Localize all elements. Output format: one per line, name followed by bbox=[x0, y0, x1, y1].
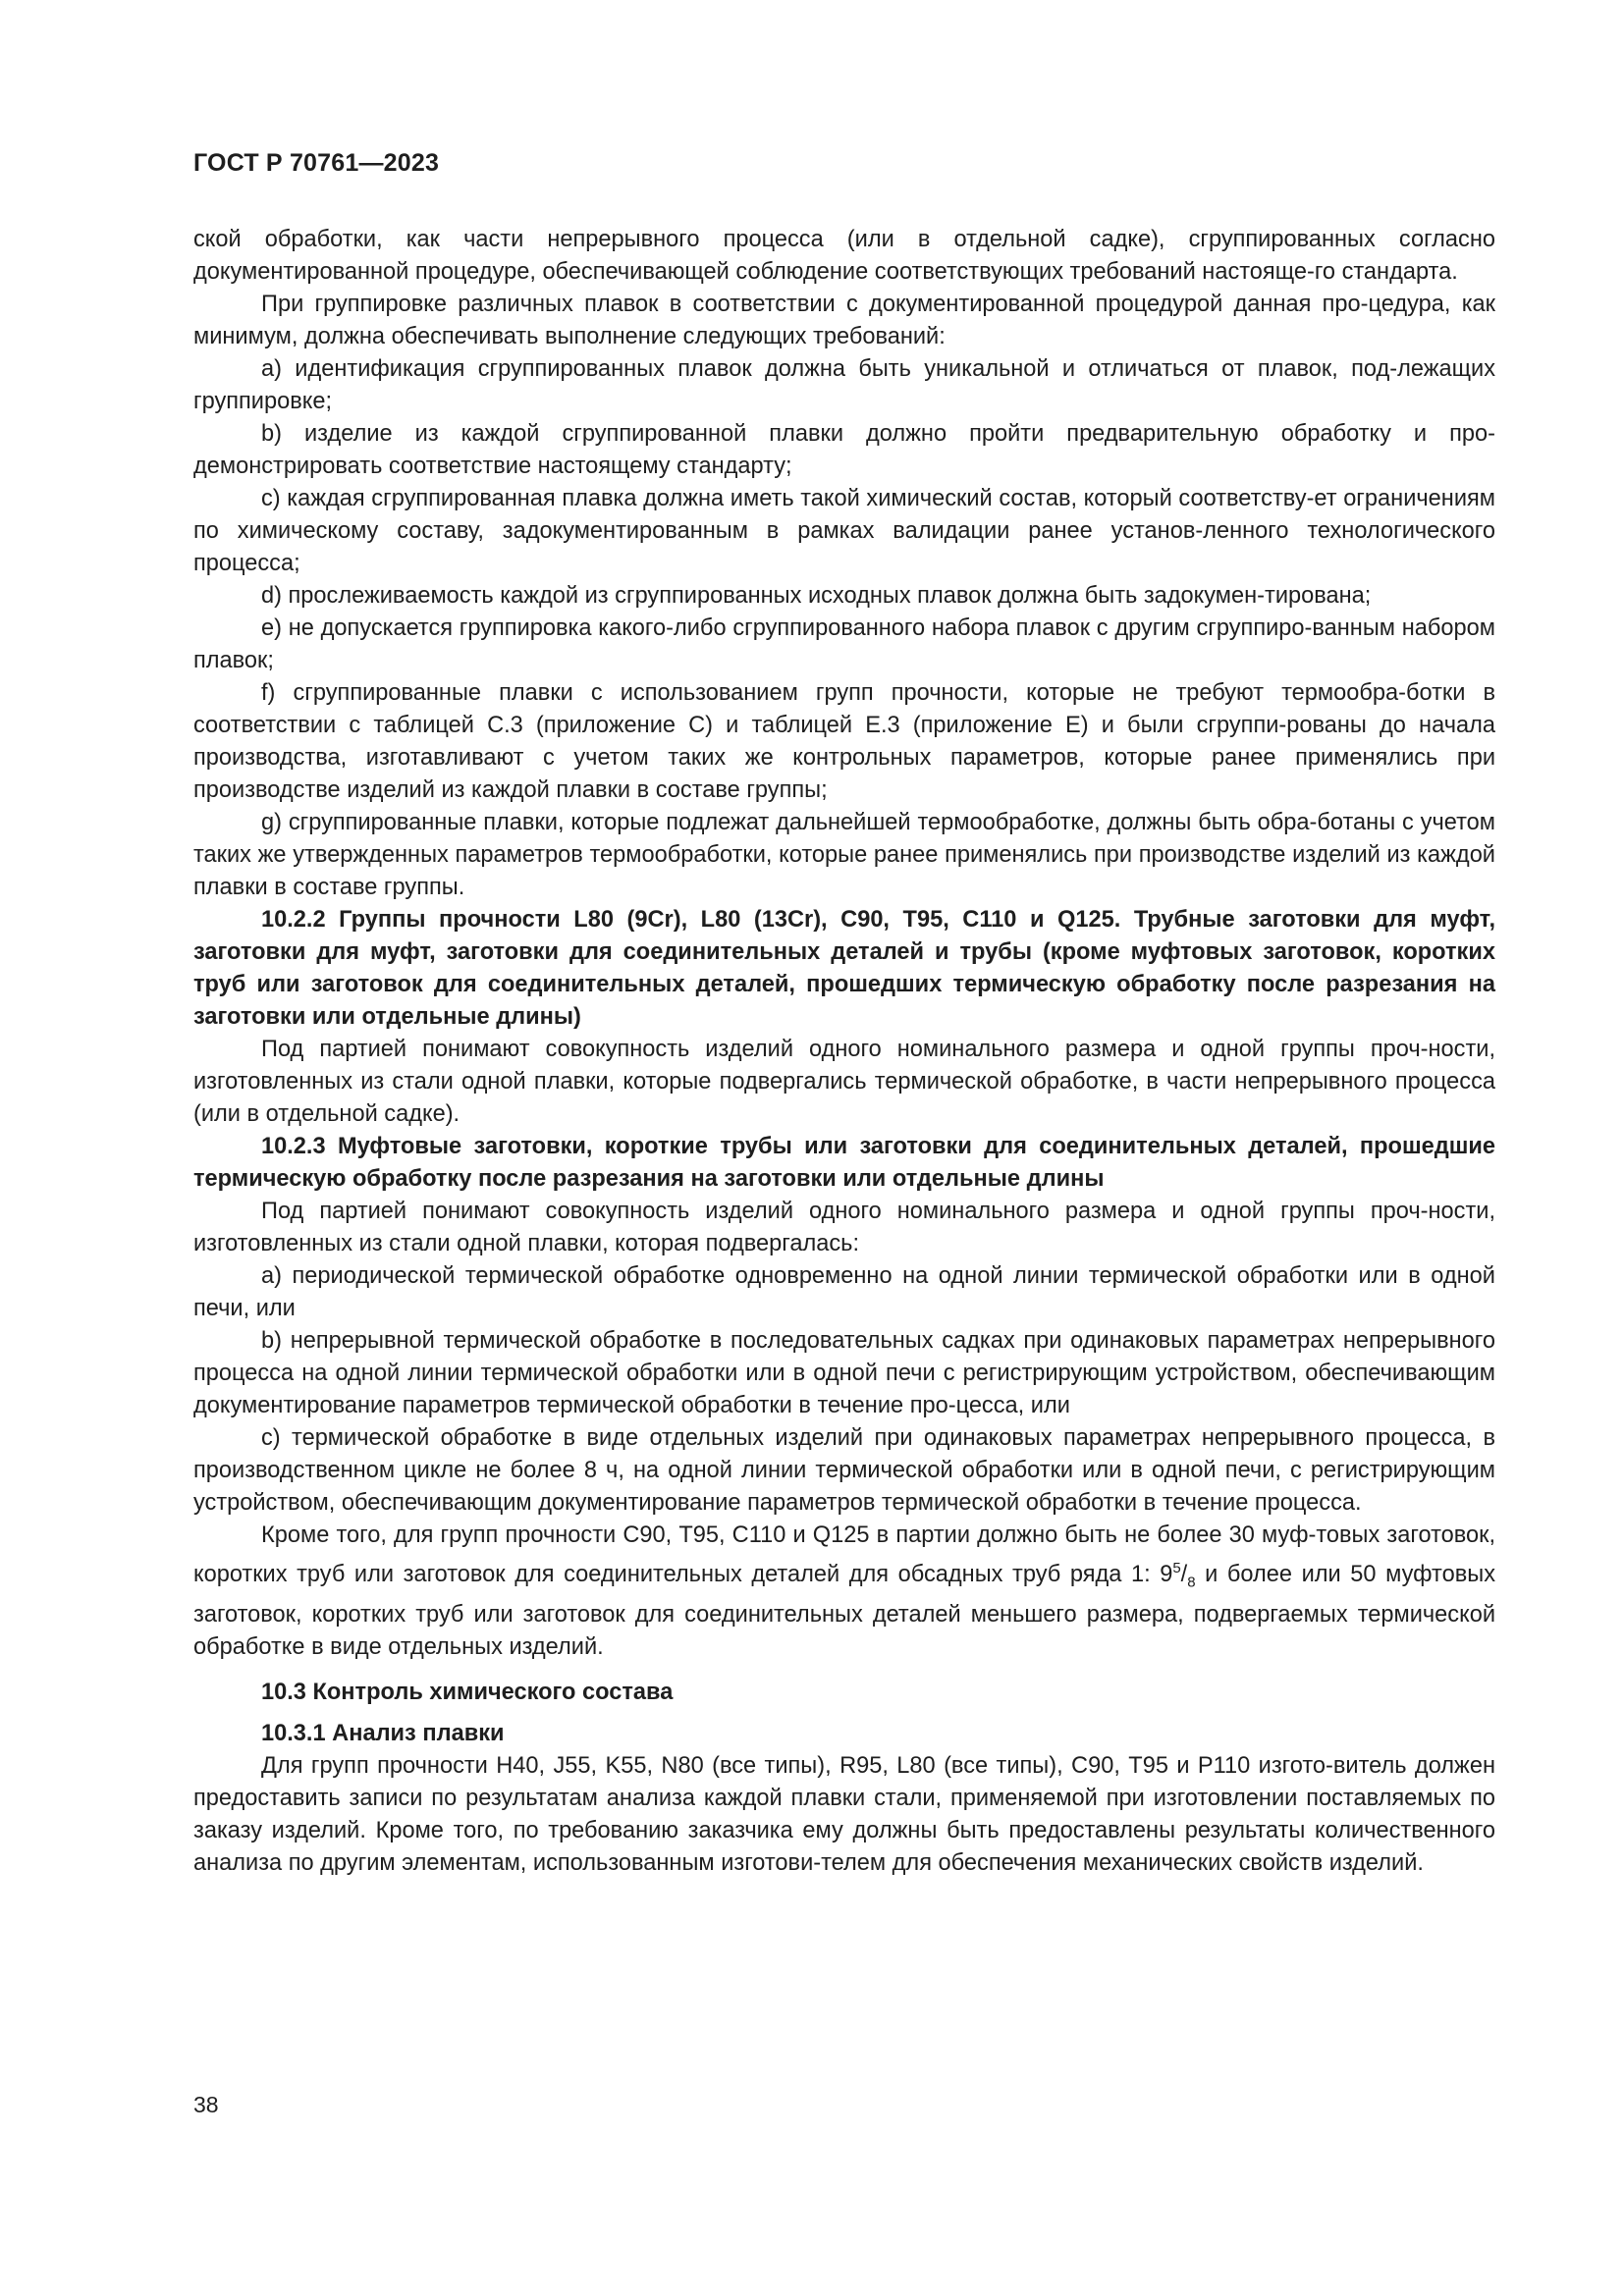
list-item-e: e) не допускается группировка какого-либо сгруппированного набора плавок с другим сгруппиро-ванным набором плавок; bbox=[193, 615, 1495, 673]
list-item-a-2: a) периодической термической обработке одновременно на одной линии термической обработки или в одной печи, или bbox=[193, 1263, 1495, 1321]
section-heading-10-3-1: 10.3.1 Анализ плавки bbox=[261, 1720, 505, 1746]
paragraph-lot-definition-1: Под партией понимают совокупность изделий одного номинального размера и одной группы проч-ности, изготовленных из стали одной плавки, которые подвергались термической обработке, в части непрерывного процесса (или в отдельной садке). bbox=[193, 1037, 1495, 1127]
list-item-b: b) изделие из каждой сгруппированной плавки должно пройти предварительную обработку и про-демонстрировать соответствие настоящему стандарту; bbox=[193, 421, 1495, 479]
lot-limit-text-after: и более или 50 муфтовых заготовок, коротких труб или заготовок для соединительных деталей меньшего размера, подвергаемых термической обработке в виде отдельных изделий. bbox=[193, 1561, 1495, 1660]
paragraph-heat-analysis: Для групп прочности Н40, J55, K55, N80 (все типы), R95, L80 (все типы), С90, Т95 и Р110 изгото-витель должен предоставить записи по результатам анализа каждой плавки стали, применяемой при изготовлении поставляемых по заказу изделий. Кроме того, по требованию заказчика ему должны быть предоставлены результаты количественного анализа по другим элементам, использованным изготови-телем для обеспечения механических свойств изделий. bbox=[193, 1752, 1495, 1876]
list-item-d: d) прослеживаемость каждой из сгруппированных исходных плавок должна быть задокумен-тирована; bbox=[261, 583, 1372, 609]
fraction-denominator: 8 bbox=[1187, 1574, 1196, 1591]
paragraph-continuation: ской обработки, как части непрерывного процесса (или в отдельной садке), сгруппированных согласно документированной процедуре, обеспечивающей соблюдение соответствующих требований настояще-го стандарта. bbox=[193, 227, 1495, 285]
page-number: 38 bbox=[193, 2092, 219, 2117]
list-item-a: a) идентификация сгруппированных плавок должна быть уникальной и отличаться от плавок, под-лежащих группировке; bbox=[193, 356, 1495, 414]
section-heading-10-2-2: 10.2.2 Группы прочности L80 (9Cr), L80 (13Cr), C90, T95, C110 и Q125. Трубные заготовки для муфт, заготовки для муфт, заготовки для соединительных деталей и трубы (кроме муфтовых заготовок, коротких труб или заготовок для соединительных деталей, прошедших термическую обработку после разрезания на заготовки или отдельные длины) bbox=[193, 907, 1495, 1030]
document-header: ГОСТ Р 70761—2023 bbox=[193, 149, 440, 177]
lot-limit-text-before: Кроме того, для групп прочности С90, Т95, С110 и Q125 в партии должно быть не более 30 муф-товых заготовок, коротких труб или заготовок для соединительных деталей для обсадных труб ряда 1: bbox=[193, 1522, 1495, 1587]
paragraph-lot-definition-2: Под партией понимают совокупность изделий одного номинального размера и одной группы проч-ности, изготовленных из стали одной плавки, которая подвергалась: bbox=[193, 1199, 1495, 1256]
paragraph-intro-grouping: При группировке различных плавок в соответствии с документированной процедурой данная про-цедура, как минимум, должна обеспечивать выполнение следующих требований: bbox=[193, 292, 1495, 349]
section-heading-10-3: 10.3 Контроль химического состава bbox=[261, 1679, 674, 1705]
section-heading-10-2-3: 10.2.3 Муфтовые заготовки, короткие трубы или заготовки для соединительных деталей, прошедшие термическую обработку после разрезания на заготовки или отдельные длины bbox=[193, 1134, 1495, 1192]
size-fraction: $9^5/_8$ bbox=[1160, 1560, 1196, 1591]
fraction-whole: 9 bbox=[1160, 1561, 1173, 1587]
list-item-c-2: c) термической обработке в виде отдельных изделий при одинаковых параметрах непрерывного процесса, в производственном цикле не более 8 ч, на одной линии термической обработки или в одной печи, с регистрирующим устройством, обеспечивающим документирование параметров термической обработки в течение процесса. bbox=[193, 1425, 1495, 1516]
paragraph-lot-limit bbox=[193, 1520, 1495, 1664]
list-item-b-2: b) непрерывной термической обработке в последовательных садках при одинаковых параметрах непрерывного процесса на одной линии термической обработки или в одной печи с регистрирующим устройством, обеспечивающим документирование параметров термической обработки в течение про-цесса, или bbox=[193, 1328, 1495, 1418]
document-body bbox=[193, 224, 1495, 1880]
list-item-g: g) сгруппированные плавки, которые подлежат дальнейшей термообработке, должны быть обра-ботаны с учетом таких же утвержденных параметров термообработки, которые ранее применялись при производстве изделий из каждой плавки в составе группы. bbox=[193, 810, 1495, 900]
list-item-f: f) сгруппированные плавки с использованием групп прочности, которые не требуют термообра-ботки в соответствии с таблицей С.3 (приложение С) и таблицей Е.3 (приложение Е) и были сгруппи-рованы до начала производства, изготавливают с учетом таких же контрольных параметров, которые ранее применялись при производстве изделий из каждой плавки в составе группы; bbox=[193, 680, 1495, 803]
fraction-numerator: 5 bbox=[1172, 1560, 1181, 1576]
list-item-c: c) каждая сгруппированная плавка должна иметь такой химический состав, который соответству-ет ограничениям по химическому составу, задокументированным в рамках валидации ранее установ-ленного технологического процесса; bbox=[193, 486, 1495, 576]
